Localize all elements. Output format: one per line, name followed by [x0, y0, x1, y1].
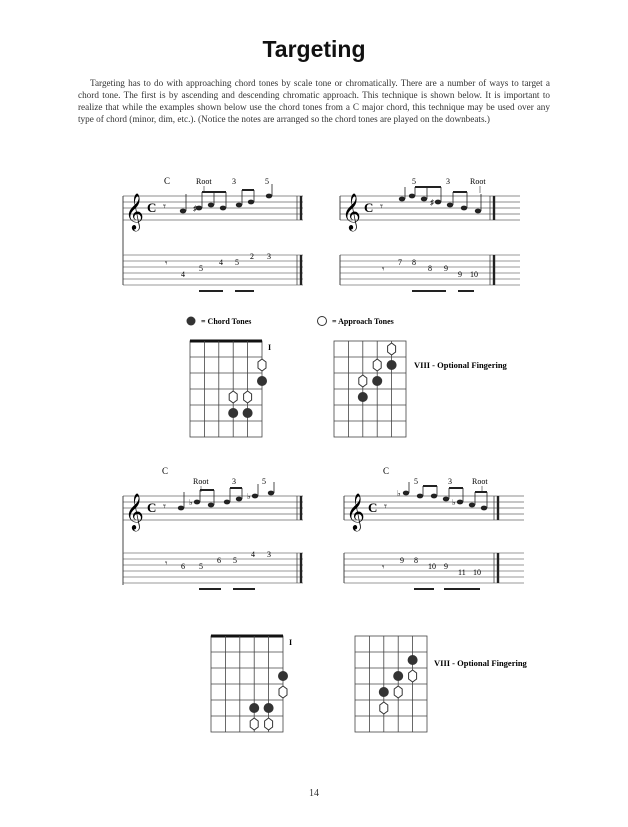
svg-text:♭: ♭	[452, 498, 456, 507]
tab-staff	[340, 255, 520, 291]
example-4-notation	[344, 466, 524, 589]
tab-number: 6	[181, 562, 185, 571]
tab-number: 11	[458, 568, 466, 577]
fretboard-diagram-3	[211, 636, 292, 732]
intro-text: Targeting has to do with approaching chord tones by scale tone or chromatically. There are a number of ways to target a chord tone. The first is by ascending and descending chromatic approach. This technique is shown below. It is important to realize that while the examples shown below use the chord tones from a C major chord, this technique may be used over any type of chord (minor, dim, etc.). (Notice the notes are arranged so the chord tones are played on the downbeats.)	[78, 78, 550, 124]
svg-text:♭: ♭	[397, 489, 401, 498]
chord-label: 3	[448, 477, 452, 486]
tab-number: 5	[233, 556, 237, 565]
tab-number: 10	[470, 270, 478, 279]
tab-number: 4	[251, 550, 255, 559]
chord-symbol: C	[162, 466, 169, 476]
position-label: I	[268, 343, 272, 352]
tab-staff	[123, 252, 303, 291]
chord-label: Root	[470, 177, 486, 186]
page-number: 14	[309, 788, 319, 799]
tab-number: 5	[199, 264, 203, 273]
optional-fingering-note: VIII - Optional Fingering	[414, 360, 507, 370]
tab-staff	[344, 553, 524, 589]
tab-number: 2	[250, 252, 254, 261]
svg-text:𝄾: 𝄾	[380, 201, 383, 213]
treble-staff	[344, 482, 524, 531]
tab-number: 4	[181, 270, 185, 279]
chord-label: 3	[232, 477, 236, 486]
treble-staff	[123, 184, 303, 231]
svg-text:𝄾: 𝄾	[382, 562, 385, 572]
fretboard-diagram-2	[334, 341, 406, 437]
chord-label: 3	[446, 177, 450, 186]
svg-text:♯: ♯	[193, 204, 197, 213]
optional-fingering-note: VIII - Optional Fingering	[434, 658, 527, 668]
chord-symbol: C	[383, 466, 390, 476]
svg-text:♭: ♭	[189, 498, 193, 507]
chord-label: Root	[196, 177, 212, 186]
example-3-notation	[123, 466, 303, 589]
tab-number: 3	[267, 550, 271, 559]
tab-number: 10	[428, 562, 436, 571]
chord-label: Root	[193, 477, 209, 486]
eighth-rest-icon: 𝄾	[163, 201, 166, 213]
common-time-icon: C	[147, 500, 157, 515]
treble-staff	[340, 187, 520, 231]
svg-text:𝄾: 𝄾	[165, 258, 168, 268]
chord-label: Root	[472, 477, 488, 486]
tab-number: 8	[412, 258, 416, 267]
tab-number: 9	[444, 264, 448, 273]
common-time-icon: C	[368, 500, 378, 515]
tab-number: 3	[267, 252, 271, 261]
fretboard-diagram-4	[355, 636, 427, 732]
approach-tone-marker-icon	[318, 317, 327, 326]
tab-number: 10	[473, 568, 481, 577]
treble-clef-icon: 𝄞	[342, 193, 361, 229]
page-title: Targeting	[262, 36, 366, 62]
tab-number: 9	[444, 562, 448, 571]
svg-text:𝄾: 𝄾	[384, 501, 387, 513]
svg-text:♭: ♭	[247, 492, 251, 501]
tab-staff	[123, 550, 303, 589]
chord-label: 5	[262, 477, 266, 486]
chord-tone-marker-icon	[187, 317, 196, 326]
treble-clef-icon: 𝄞	[125, 193, 144, 229]
svg-text:𝄾: 𝄾	[163, 501, 166, 513]
example-1-notation	[123, 176, 303, 291]
tab-number: 6	[217, 556, 221, 565]
tab-number: 8	[414, 556, 418, 565]
tab-number: 4	[219, 258, 223, 267]
common-time-icon: C	[364, 200, 374, 215]
tab-number: 5	[199, 562, 203, 571]
chord-label: 5	[414, 477, 418, 486]
example-2-notation	[340, 177, 520, 291]
position-label: I	[289, 638, 293, 647]
tab-number: 9	[458, 270, 462, 279]
legend-approach-tones: = Approach Tones	[332, 317, 394, 326]
legend-chord-tones: = Chord Tones	[201, 317, 252, 326]
tab-number: 9	[400, 556, 404, 565]
treble-staff	[123, 482, 303, 531]
legend	[187, 317, 394, 327]
fretboard-diagram-1	[190, 341, 271, 437]
svg-text:𝄾: 𝄾	[165, 558, 168, 568]
tab-number: 7	[398, 258, 402, 267]
common-time-icon: C	[147, 200, 157, 215]
chord-label: 3	[232, 177, 236, 186]
chord-label: 5	[265, 177, 269, 186]
chord-label: 5	[412, 177, 416, 186]
tab-number: 5	[235, 258, 239, 267]
treble-clef-icon: 𝄞	[346, 493, 365, 529]
svg-text:♯: ♯	[430, 198, 434, 207]
tab-number: 8	[428, 264, 432, 273]
chord-symbol: C	[164, 176, 171, 186]
svg-text:𝄾: 𝄾	[382, 264, 385, 274]
treble-clef-icon: 𝄞	[125, 493, 144, 529]
